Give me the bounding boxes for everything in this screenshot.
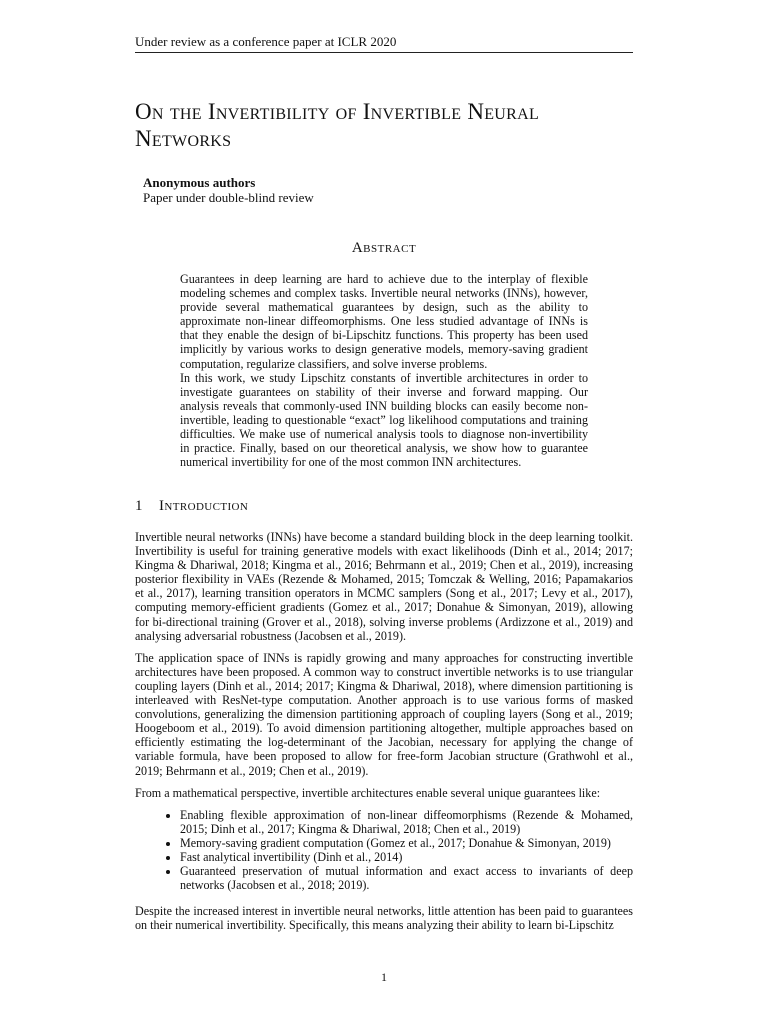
list-item: • Enabling flexible approximation of non-linear diffeomorphisms (Rezende & Mohamed, 2015; Dinh et al., 2017; Kingma & Dhariwal, 2018; Chen et al., 2019) <box>180 808 633 836</box>
body-paragraph: Despite the increased interest in invertible neural networks, little attention has been paid to guarantees on their numerical invertibility. Specifically, this means analyzing their ability to learn bi-Lipschitz <box>135 904 633 933</box>
author-block <box>143 175 314 205</box>
running-header: Under review as a conference paper at ICLR 2020 <box>135 34 633 53</box>
abstract-paragraph: Guarantees in deep learning are hard to achieve due to the interplay of flexible modeling schemes and complex tasks. Invertible neural networks (INNs), however, provide several mathematical guarantees by design, such as the ability to approximate non-linear diffeomorphisms. One less studied advantage of INNs is that they enable the design of bi-Lipschitz functions. This property has been used implicitly by various works to design generative models, memory-saving gradient computation, regularize classifiers, and solve inverse problems. <box>180 272 588 371</box>
list-item: • Fast analytical invertibility (Dinh et al., 2014) <box>180 850 633 864</box>
list-item: • Guaranteed preservation of mutual information and exact access to invariants of deep networks (Jacobsen et al., 2018; 2019). <box>180 864 633 892</box>
section-title: Introduction <box>159 498 249 514</box>
abstract-paragraph: In this work, we study Lipschitz constants of invertible architectures in order to investigate guarantees on stability of their inverse and forward mapping. Our analysis reveals that commonly-used INN building blocks can easily become non-invertible, leading to questionable “exact” log likelihood computations and training difficulties. We make use of numerical analysis tools to diagnose non-invertibility in practice. Finally, based on our theoretical analysis, we show how to guarantee numerical invertibility for one of the most common INN architectures. <box>180 370 588 470</box>
guarantee-list <box>135 808 633 893</box>
body-paragraph: From a mathematical perspective, invertible architectures enable several unique guarantees like: <box>135 785 601 800</box>
page-number: 1 <box>381 970 387 984</box>
introduction-body <box>135 530 633 940</box>
section-heading <box>135 498 248 515</box>
author-note: Paper under double-blind review <box>143 190 314 205</box>
author-name: Anonymous authors <box>143 175 256 190</box>
body-paragraph: The application space of INNs is rapidly growing and many approaches for constructing invertible architectures have been proposed. A common way to construct invertible networks is to use triangular coupling layers (Dinh et al., 2014; 2017; Kingma & Dhariwal, 2018), where dimension partitioning is interleaved with ResNet-type computation. Another approach is to use various forms of masked convolutions, generalizing the dimension partitioning approach of coupling layers (Song et al., 2019; Hoogeboom et al., 2019). To avoid dimension partitioning altogether, multiple approaches based on efficiently estimating the log-determinant of the Jacobian, necessary for applying the change of variable formula, have been proposed to allow for free-form Jacobian structure (Grathwohl et al., 2019; Behrmann et al., 2019; Chen et al., 2019). <box>135 650 633 778</box>
abstract-body <box>180 272 588 469</box>
paper-title: On the Invertibility of Invertible Neural Networks <box>135 99 540 151</box>
body-paragraph: Invertible neural networks (INNs) have become a standard building block in the deep learning toolkit. Invertibility is useful for training generative models with exact likelihoods (Dinh et al., 2014; 2017; Kingma & Dhariwal, 2018; Kingma et al., 2016; Behrmann et al., 2019; Chen et al., 2019), increasing posterior flexibility in VAEs (Rezende & Mohamed, 2015; Tomczak & Welling, 2016; Papamakarios et al., 2017), learning transition operators in MCMC samplers (Song et al., 2017; Levy et al., 2017), computing memory-efficient gradients (Gomez et al., 2017; Donahue & Simonyan, 2019), allowing for bi-directional training (Grover et al., 2018), solving inverse problems (Ardizzone et al., 2019) and analysing adversarial robustness (Jacobsen et al., 2019). <box>135 530 633 643</box>
section-number: 1 <box>135 498 143 514</box>
abstract-heading: Abstract <box>351 240 417 256</box>
list-item: • Memory-saving gradient computation (Gomez et al., 2017; Donahue & Simonyan, 2019) <box>180 836 633 850</box>
